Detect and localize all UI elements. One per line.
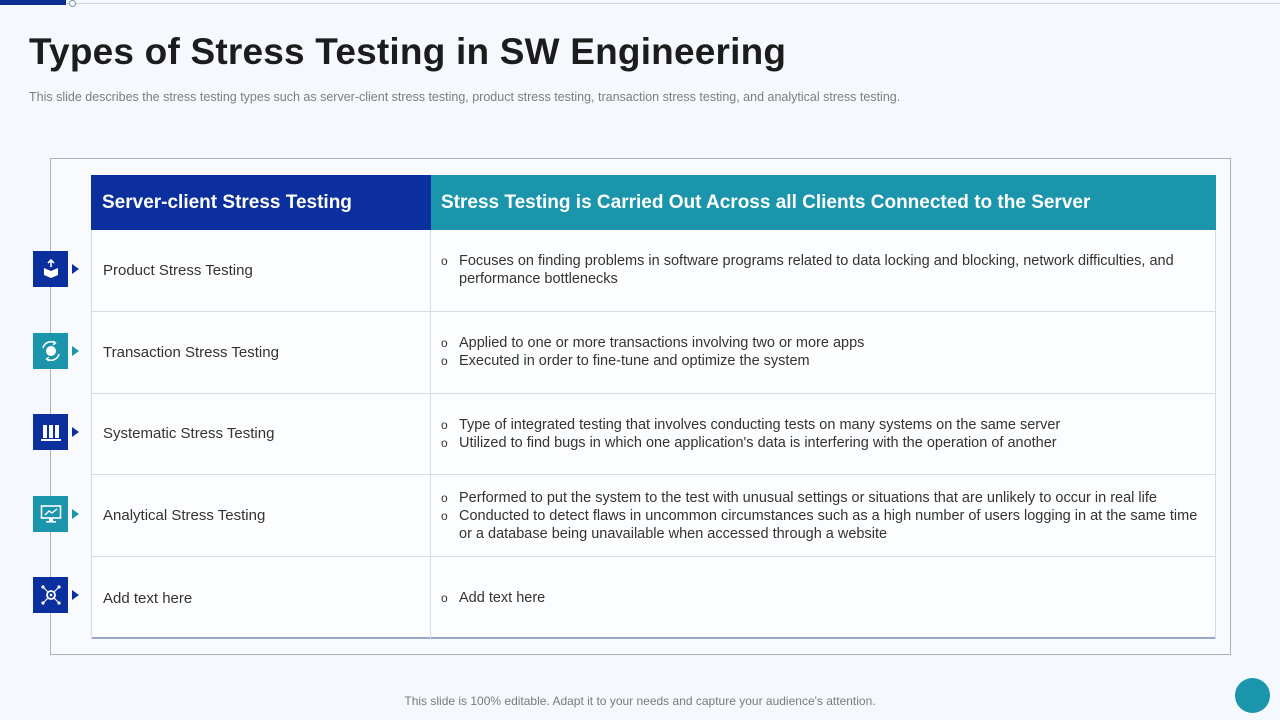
list-item-text: Add text here (459, 590, 546, 607)
list-item-text: Conducted to detect flaws in uncommon circumstances such as a high number of users logging in at the same time or a database being unavailable when accessed through a website (459, 507, 1198, 542)
row-arrow-icon (72, 509, 79, 519)
list-item-text: Applied to one or more transactions involving two or more apps (459, 335, 865, 352)
top-accent-bar (0, 0, 66, 5)
table-row (91, 475, 1216, 557)
list-item (441, 434, 1207, 452)
row-arrow-icon (72, 264, 79, 274)
row-description (431, 394, 1216, 475)
table-header (91, 175, 1216, 230)
bullet-mark: o (441, 417, 448, 432)
list-item-text: Performed to put the system to the test with unusual settings or situations that are unlikely to occur in real life (459, 489, 1157, 506)
gear-network-icon (33, 577, 68, 613)
list-item-text: Executed in order to fine-tune and optimize the system (459, 353, 810, 370)
row-label: Add text here (91, 557, 431, 639)
list-item (441, 589, 1207, 607)
header-left-cell: Server-client Stress Testing (91, 175, 431, 230)
row-description (431, 312, 1216, 393)
table-row (91, 557, 1216, 639)
row-arrow-icon (72, 590, 79, 600)
box-icon (33, 251, 68, 287)
top-divider-line (66, 3, 1280, 4)
bullet-mark: o (441, 435, 448, 450)
row-arrow-icon (72, 427, 79, 437)
bullet-mark: o (441, 490, 448, 505)
slide-footer: This slide is 100% editable. Adapt it to your needs and capture your audience's attention. (404, 694, 876, 708)
server-rack-icon (33, 414, 68, 450)
money-exchange-icon (33, 333, 68, 369)
slide-subtitle: This slide describes the stress testing types such as server-client stress testing, product stress testing, transaction stress testing, and analytical stress testing. (29, 90, 901, 104)
table-row (91, 230, 1216, 312)
bullet-mark: o (441, 336, 448, 351)
list-item (441, 416, 1207, 434)
row-arrow-icon (72, 346, 79, 356)
slide-title: Types of Stress Testing in SW Engineering (29, 31, 787, 72)
top-divider-dot (69, 0, 76, 7)
stress-testing-table (91, 175, 1216, 639)
row-label: Analytical Stress Testing (91, 475, 431, 556)
row-label: Transaction Stress Testing (91, 312, 431, 393)
row-label: Product Stress Testing (91, 230, 431, 311)
bullet-mark: o (441, 254, 448, 269)
row-description (431, 230, 1216, 311)
row-label: Systematic Stress Testing (91, 394, 431, 475)
list-item (441, 489, 1207, 507)
bullet-mark: o (441, 591, 448, 606)
row-description (431, 475, 1216, 556)
list-item-text: Utilized to find bugs in which one application's data is interfering with the operation of another (459, 434, 1057, 451)
table-row (91, 312, 1216, 394)
list-item-text: Type of integrated testing that involves conducting tests on many systems on the same server (459, 416, 1061, 433)
list-item (441, 334, 1207, 352)
table-row (91, 394, 1216, 476)
list-item (441, 252, 1207, 288)
bullet-mark: o (441, 508, 448, 523)
list-item (441, 507, 1207, 543)
header-right-cell: Stress Testing is Carried Out Across all Clients Connected to the Server (431, 175, 1216, 230)
monitor-chart-icon (33, 496, 68, 532)
row-description (431, 557, 1216, 639)
list-item-text: Focuses on finding problems in software programs related to data locking and blocking, network difficulties, and performance bottlenecks (459, 253, 1174, 288)
corner-circle-decoration (1235, 678, 1270, 713)
bullet-mark: o (441, 354, 448, 369)
list-item (441, 352, 1207, 370)
